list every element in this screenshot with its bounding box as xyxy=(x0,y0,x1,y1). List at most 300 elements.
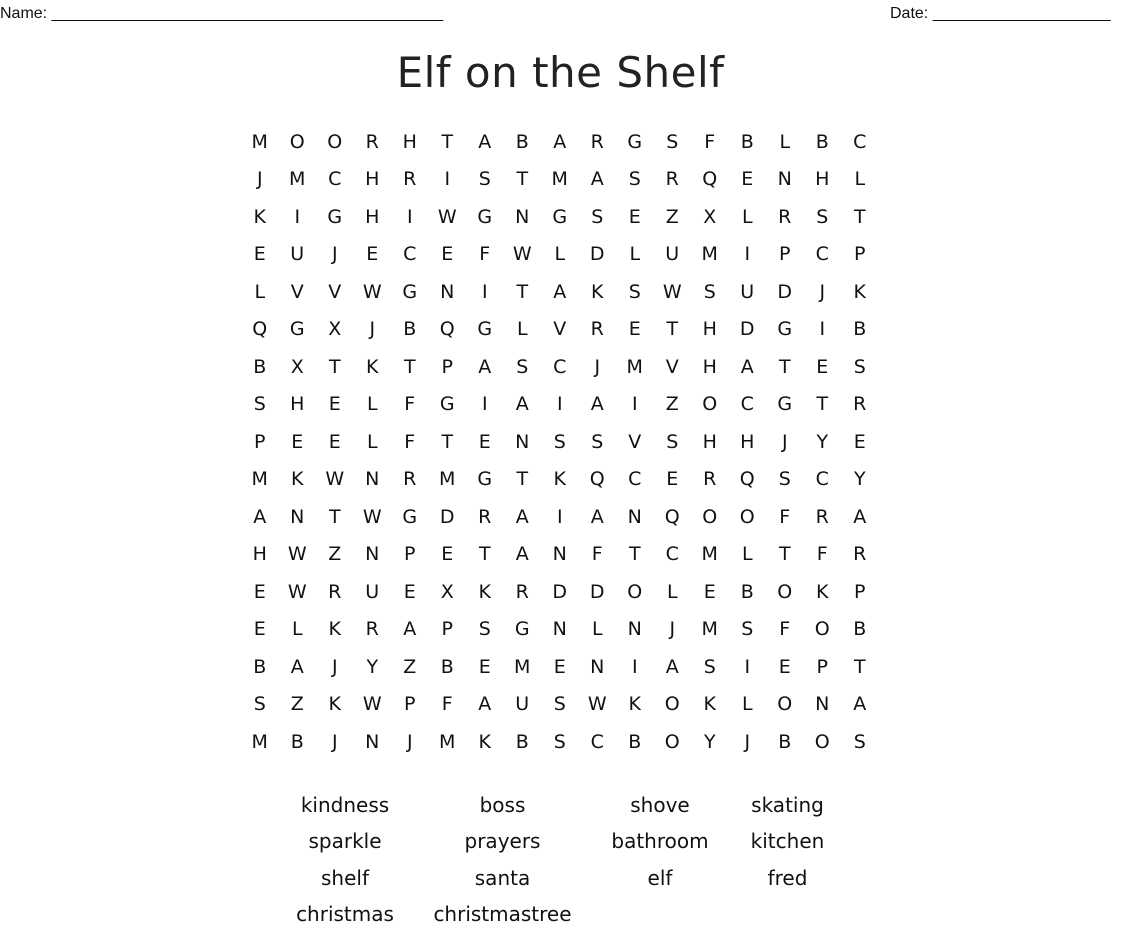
grid-letter: O xyxy=(289,130,305,153)
grid-letter: E xyxy=(328,430,341,453)
grid-letter: A xyxy=(590,505,604,528)
grid-letter: Z xyxy=(665,205,679,228)
grid-letter: E xyxy=(441,243,454,266)
grid-letter: Z xyxy=(328,543,342,566)
grid-letter: I xyxy=(556,393,563,416)
grid-letter: I xyxy=(631,393,638,416)
grid-letter: S xyxy=(778,468,791,491)
grid-letter: R xyxy=(815,505,829,528)
grid-letter: G xyxy=(514,618,530,641)
grid-letter: W xyxy=(325,468,345,491)
grid-letter: A xyxy=(553,130,567,153)
grid-letter: E xyxy=(741,168,754,191)
grid-letter: Q xyxy=(664,505,680,528)
grid-letter: L xyxy=(554,243,566,266)
grid-letter: I xyxy=(294,205,301,228)
word-list xyxy=(265,787,835,932)
grid-letter: A xyxy=(553,280,567,303)
grid-letter: G xyxy=(439,393,455,416)
word-list-item xyxy=(740,896,835,932)
grid-letter: A xyxy=(403,618,417,641)
grid-letter: M xyxy=(626,355,643,378)
grid-letter: C xyxy=(815,468,829,491)
grid-letter: X xyxy=(440,580,454,603)
grid-letter: D xyxy=(439,505,455,528)
grid-letter: R xyxy=(590,318,604,341)
grid-letter: L xyxy=(629,243,641,266)
word-list-item: prayers xyxy=(464,829,541,854)
grid-letter: S xyxy=(253,693,266,716)
grid-letter: Z xyxy=(665,393,679,416)
grid-letter: C xyxy=(628,468,642,491)
word-list-item: kitchen xyxy=(750,829,825,854)
grid-letter: C xyxy=(665,543,679,566)
word-list-item: shelf xyxy=(321,865,369,890)
grid-letter: M xyxy=(251,730,268,753)
word-list-item: sparkle xyxy=(308,829,382,854)
grid-letter: J xyxy=(331,655,338,678)
grid-letter: E xyxy=(478,430,491,453)
grid-letter: S xyxy=(553,693,566,716)
word-search-grid xyxy=(241,123,879,761)
grid-letter: E xyxy=(328,393,341,416)
grid-letter: B xyxy=(253,655,267,678)
grid-letter: I xyxy=(744,243,751,266)
grid-letter: B xyxy=(853,318,867,341)
grid-letter: H xyxy=(365,168,380,191)
grid-letter: R xyxy=(590,130,604,153)
grid-letter: E xyxy=(666,468,679,491)
grid-letter: H xyxy=(702,318,717,341)
grid-letter: R xyxy=(403,468,417,491)
grid-letter: Z xyxy=(403,655,417,678)
grid-letter: A xyxy=(853,505,867,528)
grid-letter: I xyxy=(744,655,751,678)
grid-letter: H xyxy=(252,543,267,566)
word-list-item: santa xyxy=(474,865,531,890)
grid-letter: A xyxy=(253,505,267,528)
grid-letter: F xyxy=(816,543,828,566)
grid-letter: R xyxy=(778,205,792,228)
grid-letter: Y xyxy=(366,655,379,678)
name-field-label: Name: ____________________________________________ xyxy=(0,5,444,22)
grid-letter: J xyxy=(819,280,826,303)
grid-letter: S xyxy=(478,168,491,191)
grid-letter: U xyxy=(290,243,305,266)
grid-letter: N xyxy=(365,543,380,566)
grid-letter: P xyxy=(441,618,453,641)
grid-letter: R xyxy=(665,168,679,191)
grid-letter: O xyxy=(327,130,343,153)
grid-letter: W xyxy=(362,693,382,716)
grid-letter: L xyxy=(254,280,266,303)
grid-letter: G xyxy=(777,318,793,341)
word-list-item: christmas xyxy=(296,902,394,927)
grid-letter: L xyxy=(291,618,303,641)
grid-letter: B xyxy=(815,130,829,153)
grid-letter: T xyxy=(628,543,641,566)
grid-letter: T xyxy=(853,655,866,678)
grid-letter: B xyxy=(778,730,792,753)
grid-letter: I xyxy=(556,505,563,528)
grid-letter: C xyxy=(553,355,567,378)
word-list-item: fred xyxy=(767,865,808,890)
grid-letter: W xyxy=(437,205,457,228)
grid-letter: J xyxy=(369,318,376,341)
grid-letter: M xyxy=(439,468,456,491)
grid-letter: P xyxy=(404,543,416,566)
grid-letter: S xyxy=(516,355,529,378)
grid-letter: E xyxy=(403,580,416,603)
grid-letter: T xyxy=(516,468,529,491)
grid-letter: U xyxy=(665,243,680,266)
grid-letter: E xyxy=(628,205,641,228)
grid-letter: V xyxy=(290,280,304,303)
grid-letter: R xyxy=(365,618,379,641)
grid-letter: I xyxy=(406,205,413,228)
grid-letter: R xyxy=(365,130,379,153)
grid-letter: S xyxy=(853,730,866,753)
grid-letter: W xyxy=(662,280,682,303)
grid-letter: E xyxy=(778,655,791,678)
grid-letter: V xyxy=(328,280,342,303)
grid-letter: H xyxy=(702,355,717,378)
grid-letter: F xyxy=(779,618,791,641)
grid-letter: S xyxy=(703,655,716,678)
grid-letter: B xyxy=(515,130,529,153)
grid-letter: M xyxy=(701,543,718,566)
grid-letter: A xyxy=(478,130,492,153)
grid-letter: N xyxy=(627,618,642,641)
grid-letter: J xyxy=(669,618,676,641)
grid-letter: E xyxy=(703,580,716,603)
grid-letter: N xyxy=(590,655,605,678)
grid-letter: K xyxy=(328,618,341,641)
grid-letter: O xyxy=(664,693,680,716)
grid-letter: I xyxy=(819,318,826,341)
grid-letter: M xyxy=(439,730,456,753)
grid-letter: O xyxy=(777,580,793,603)
grid-letter: J xyxy=(331,730,338,753)
grid-letter: T xyxy=(778,543,791,566)
grid-letter: R xyxy=(478,505,492,528)
grid-letter: Q xyxy=(739,468,755,491)
grid-letter: C xyxy=(590,730,604,753)
grid-letter: K xyxy=(366,355,379,378)
grid-letter: J xyxy=(331,243,338,266)
grid-letter: B xyxy=(440,655,454,678)
grid-letter: I xyxy=(481,393,488,416)
grid-letter: E xyxy=(253,580,266,603)
grid-letter: Q xyxy=(252,318,268,341)
grid-letter: S xyxy=(703,280,716,303)
grid-letter: N xyxy=(552,543,567,566)
grid-letter: E xyxy=(441,543,454,566)
grid-letter: Z xyxy=(290,693,304,716)
grid-letter: A xyxy=(515,505,529,528)
grid-letter: O xyxy=(627,580,643,603)
grid-letter: R xyxy=(515,580,529,603)
grid-letter: N xyxy=(365,468,380,491)
grid-letter: T xyxy=(666,318,679,341)
grid-letter: A xyxy=(478,355,492,378)
grid-letter: A xyxy=(590,168,604,191)
grid-letter: P xyxy=(441,355,453,378)
grid-letter: D xyxy=(589,243,605,266)
grid-letter: T xyxy=(816,393,829,416)
grid-letter: R xyxy=(703,468,717,491)
word-list-item xyxy=(580,896,740,932)
grid-letter: M xyxy=(551,168,568,191)
grid-letter: C xyxy=(328,168,342,191)
grid-letter: H xyxy=(740,430,755,453)
grid-letter: L xyxy=(666,580,678,603)
grid-letter: A xyxy=(290,655,304,678)
grid-letter: C xyxy=(815,243,829,266)
grid-letter: K xyxy=(703,693,716,716)
grid-letter: G xyxy=(289,318,305,341)
grid-letter: G xyxy=(477,468,493,491)
grid-letter: Y xyxy=(703,730,716,753)
grid-letter: G xyxy=(777,393,793,416)
grid-letter: N xyxy=(515,430,530,453)
grid-letter: A xyxy=(590,393,604,416)
grid-letter: G xyxy=(477,205,493,228)
grid-letter: J xyxy=(256,168,263,191)
grid-letter: P xyxy=(254,430,266,453)
grid-letter: W xyxy=(287,580,307,603)
grid-letter: G xyxy=(402,505,418,528)
grid-letter: O xyxy=(664,730,680,753)
grid-letter: G xyxy=(402,280,418,303)
grid-letter: J xyxy=(744,730,751,753)
grid-letter: Q xyxy=(439,318,455,341)
grid-letter: N xyxy=(815,693,830,716)
grid-letter: S xyxy=(591,430,604,453)
grid-letter: W xyxy=(362,280,382,303)
grid-letter: H xyxy=(702,430,717,453)
grid-letter: E xyxy=(816,355,829,378)
grid-letter: A xyxy=(853,693,867,716)
grid-letter: N xyxy=(440,280,455,303)
grid-letter: P xyxy=(779,243,791,266)
grid-letter: T xyxy=(516,280,529,303)
grid-letter: T xyxy=(328,355,341,378)
grid-letter: L xyxy=(741,205,753,228)
grid-letter: T xyxy=(441,430,454,453)
grid-letter: T xyxy=(328,505,341,528)
grid-letter: E xyxy=(291,430,304,453)
grid-letter: U xyxy=(365,580,380,603)
grid-letter: A xyxy=(515,543,529,566)
grid-letter: B xyxy=(253,355,267,378)
grid-letter: S xyxy=(553,730,566,753)
grid-letter: K xyxy=(591,280,604,303)
grid-letter: S xyxy=(666,130,679,153)
word-list-item: elf xyxy=(647,865,673,890)
word-list-item: christmastree xyxy=(433,902,572,927)
word-list-item: kindness xyxy=(300,793,390,818)
grid-letter: R xyxy=(853,393,867,416)
grid-letter: U xyxy=(740,280,755,303)
grid-letter: S xyxy=(666,430,679,453)
grid-letter: S xyxy=(816,205,829,228)
grid-letter: K xyxy=(478,730,491,753)
grid-letter: L xyxy=(366,393,378,416)
grid-letter: K xyxy=(628,693,641,716)
grid-letter: K xyxy=(328,693,341,716)
grid-letter: S xyxy=(628,168,641,191)
grid-letter: O xyxy=(814,618,830,641)
grid-letter: R xyxy=(328,580,342,603)
grid-letter: J xyxy=(594,355,601,378)
grid-letter: P xyxy=(404,693,416,716)
grid-letter: N xyxy=(515,205,530,228)
grid-letter: E xyxy=(253,618,266,641)
grid-letter: S xyxy=(253,393,266,416)
grid-letter: F xyxy=(404,430,416,453)
grid-letter: W xyxy=(512,243,532,266)
grid-letter: E xyxy=(253,243,266,266)
grid-letter: B xyxy=(515,730,529,753)
grid-letter: N xyxy=(627,505,642,528)
grid-letter: W xyxy=(362,505,382,528)
grid-letter: F xyxy=(779,505,791,528)
grid-letter: D xyxy=(739,318,755,341)
grid-letter: J xyxy=(406,730,413,753)
word-list-item: skating xyxy=(751,793,824,818)
grid-letter: L xyxy=(741,543,753,566)
grid-letter: N xyxy=(777,168,792,191)
grid-letter: M xyxy=(251,130,268,153)
grid-letter: E xyxy=(853,430,866,453)
grid-letter: Y xyxy=(816,430,829,453)
grid-letter: O xyxy=(739,505,755,528)
grid-letter: U xyxy=(515,693,530,716)
grid-letter: K xyxy=(816,580,829,603)
grid-letter: N xyxy=(290,505,305,528)
grid-letter: B xyxy=(740,130,754,153)
grid-letter: T xyxy=(403,355,416,378)
grid-letter: S xyxy=(591,205,604,228)
grid-letter: O xyxy=(702,393,718,416)
grid-letter: P xyxy=(854,580,866,603)
grid-letter: O xyxy=(702,505,718,528)
grid-letter: T xyxy=(853,205,866,228)
grid-letter: E xyxy=(628,318,641,341)
grid-letter: T xyxy=(441,130,454,153)
date-field-label: Date: ____________________ xyxy=(890,5,1111,22)
grid-letter: E xyxy=(553,655,566,678)
grid-letter: C xyxy=(403,243,417,266)
grid-letter: X xyxy=(290,355,304,378)
grid-letter: A xyxy=(478,693,492,716)
grid-letter: M xyxy=(701,243,718,266)
grid-letter: B xyxy=(290,730,304,753)
grid-letter: V xyxy=(553,318,567,341)
grid-letter: O xyxy=(777,693,793,716)
grid-letter: Q xyxy=(589,468,605,491)
grid-letter: G xyxy=(627,130,643,153)
grid-letter: H xyxy=(365,205,380,228)
grid-letter: H xyxy=(402,130,417,153)
page-title: Elf on the Shelf xyxy=(396,48,725,97)
grid-letter: K xyxy=(291,468,304,491)
grid-letter: P xyxy=(816,655,828,678)
grid-letter: B xyxy=(853,618,867,641)
grid-letter: O xyxy=(814,730,830,753)
grid-letter: B xyxy=(403,318,417,341)
grid-letter: J xyxy=(781,430,788,453)
grid-letter: S xyxy=(628,280,641,303)
grid-letter: L xyxy=(779,130,791,153)
grid-letter: F xyxy=(591,543,603,566)
grid-letter: K xyxy=(478,580,491,603)
grid-letter: G xyxy=(477,318,493,341)
grid-letter: S xyxy=(741,618,754,641)
grid-letter: F xyxy=(404,393,416,416)
grid-letter: F xyxy=(441,693,453,716)
grid-letter: I xyxy=(444,168,451,191)
grid-letter: V xyxy=(628,430,642,453)
grid-letter: R xyxy=(853,543,867,566)
grid-letter: M xyxy=(289,168,306,191)
grid-letter: T xyxy=(778,355,791,378)
grid-letter: L xyxy=(366,430,378,453)
grid-letter: L xyxy=(516,318,528,341)
grid-letter: H xyxy=(290,393,305,416)
grid-letter: I xyxy=(631,655,638,678)
grid-letter: D xyxy=(777,280,793,303)
grid-letter: A xyxy=(740,355,754,378)
grid-letter: C xyxy=(853,130,867,153)
grid-letter: K xyxy=(853,280,866,303)
grid-letter: D xyxy=(552,580,568,603)
grid-letter: H xyxy=(815,168,830,191)
grid-letter: T xyxy=(478,543,491,566)
grid-letter: M xyxy=(514,655,531,678)
grid-letter: W xyxy=(287,543,307,566)
grid-letter: S xyxy=(478,618,491,641)
grid-letter: T xyxy=(516,168,529,191)
grid-letter: K xyxy=(253,205,266,228)
grid-letter: A xyxy=(665,655,679,678)
grid-letter: B xyxy=(628,730,642,753)
grid-letter: F xyxy=(479,243,491,266)
grid-letter: S xyxy=(553,430,566,453)
grid-letter: B xyxy=(740,580,754,603)
grid-letter: I xyxy=(481,280,488,303)
grid-letter: L xyxy=(854,168,866,191)
grid-letter: M xyxy=(701,618,718,641)
grid-letter: X xyxy=(328,318,342,341)
word-list-item: boss xyxy=(479,793,526,818)
grid-letter: D xyxy=(589,580,605,603)
grid-letter: W xyxy=(587,693,607,716)
grid-letter: E xyxy=(478,655,491,678)
grid-letter: Q xyxy=(702,168,718,191)
grid-letter: F xyxy=(704,130,716,153)
grid-letter: E xyxy=(366,243,379,266)
word-list-item: shove xyxy=(630,793,690,818)
grid-letter: L xyxy=(741,693,753,716)
grid-letter: M xyxy=(251,468,268,491)
grid-letter: N xyxy=(365,730,380,753)
grid-letter: C xyxy=(740,393,754,416)
grid-letter: K xyxy=(553,468,566,491)
grid-letter: Y xyxy=(853,468,866,491)
grid-letter: L xyxy=(591,618,603,641)
